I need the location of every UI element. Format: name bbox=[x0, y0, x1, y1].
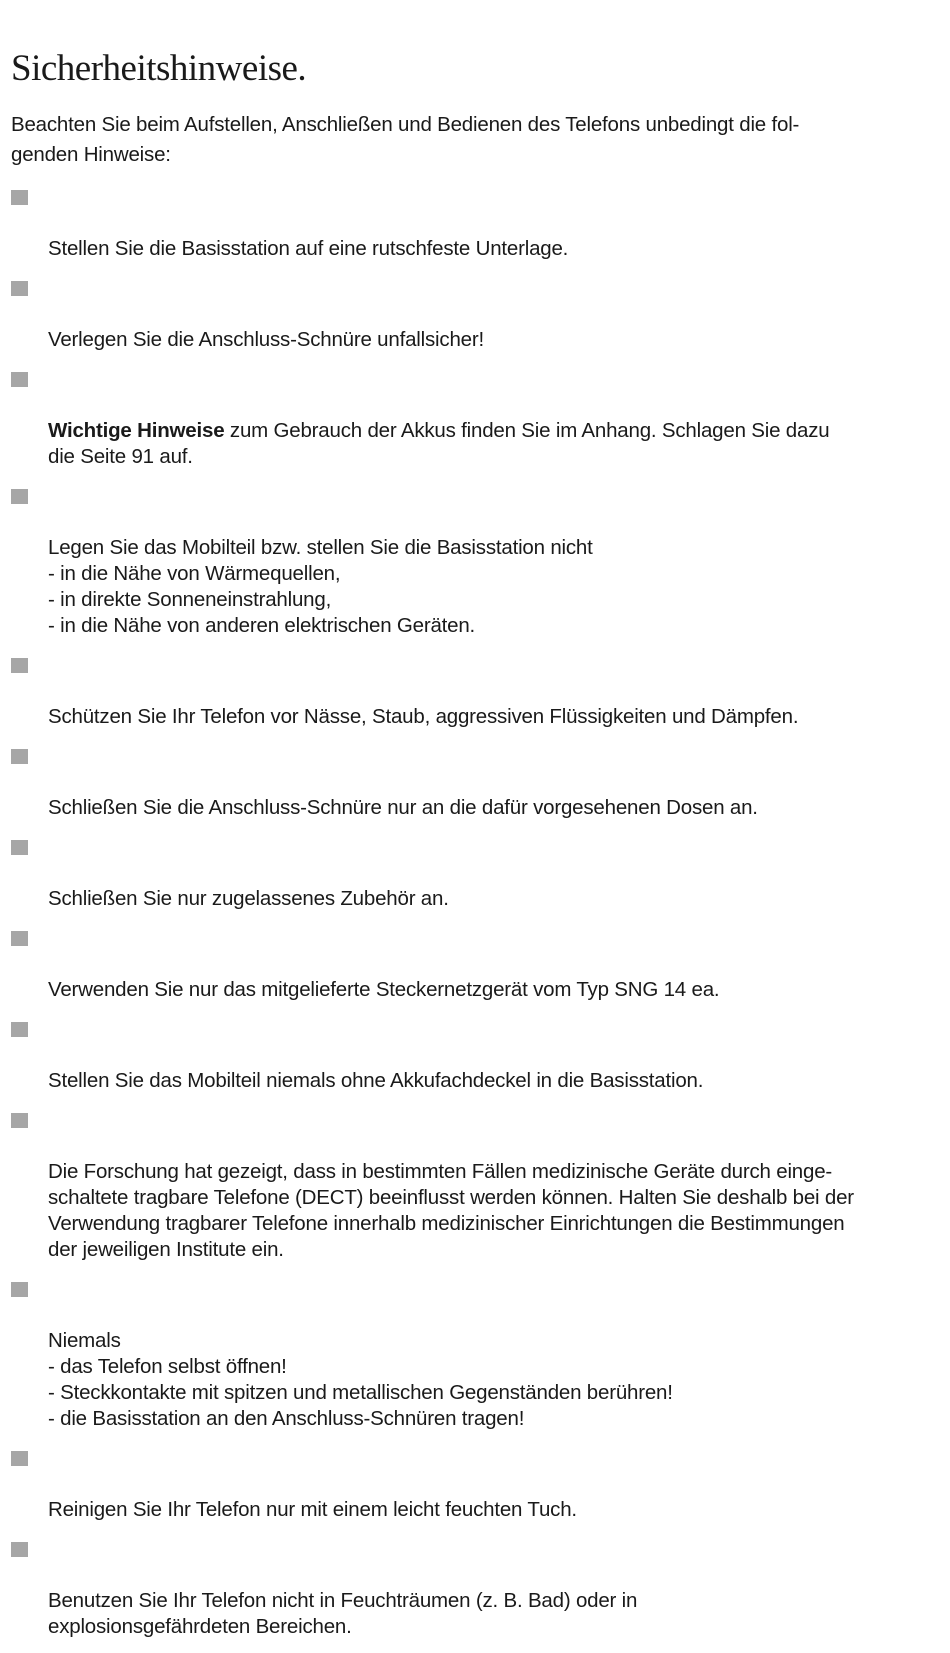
list-item bbox=[11, 184, 891, 262]
square-bullet-icon bbox=[11, 1451, 28, 1466]
square-bullet-icon bbox=[11, 1113, 28, 1128]
item-text: Verwenden Sie nur das mitgelieferte Steckernetzgerät vom Typ SNG 14 ea. bbox=[48, 978, 720, 1001]
list-item bbox=[11, 275, 891, 353]
list-item bbox=[11, 652, 891, 730]
item-text: Stellen Sie das Mobilteil niemals ohne Akkufachdeckel in die Basisstation. bbox=[48, 1069, 704, 1092]
list-item bbox=[11, 1016, 891, 1094]
square-bullet-icon bbox=[11, 1022, 28, 1037]
square-bullet-icon bbox=[11, 1542, 28, 1557]
intro-paragraph: Beachten Sie beim Aufstellen, Anschließen und Bedienen des Telefons unbedingt die fol- genden Hinweise: bbox=[11, 113, 800, 166]
item-text: Die Forschung hat gezeigt, dass in bestimmten Fällen medizinische Geräte durch einge- schaltete tragbare Telefone (DECT) beeinflusst werden können. Halten Sie deshalb bei der Verwendung tragbarer Telefone innerhalb medizinischer Einrichtungen die Bestimmungen der jeweiligen Institute ein. bbox=[48, 1160, 854, 1261]
item-lead: Wichtige Hinweise bbox=[48, 419, 225, 442]
item-text: Benutzen Sie Ihr Telefon nicht in Feuchträumen (z. B. Bad) oder in explosionsgefährdeten Bereichen. bbox=[48, 1589, 638, 1638]
list-item bbox=[11, 1445, 891, 1523]
item-text: Schließen Sie nur zugelassenes Zubehör an. bbox=[48, 887, 449, 910]
page-title: Sicherheitshinweise. bbox=[11, 48, 307, 89]
list-item bbox=[11, 1107, 891, 1263]
square-bullet-icon bbox=[11, 749, 28, 764]
list-item bbox=[11, 743, 891, 821]
list-item bbox=[11, 1536, 891, 1640]
item-text: zum Gebrauch der Akkus finden Sie im Anhang. Schlagen Sie dazu die Seite 91 auf. bbox=[48, 419, 830, 468]
square-bullet-icon bbox=[11, 489, 28, 504]
square-bullet-icon bbox=[11, 840, 28, 855]
square-bullet-icon bbox=[11, 372, 28, 387]
safety-list bbox=[11, 184, 891, 1640]
square-bullet-icon bbox=[11, 931, 28, 946]
item-text: Verlegen Sie die Anschluss-Schnüre unfallsicher! bbox=[48, 328, 484, 351]
square-bullet-icon bbox=[11, 190, 28, 205]
square-bullet-icon bbox=[11, 281, 28, 296]
list-item bbox=[11, 366, 891, 470]
item-text: Schließen Sie die Anschluss-Schnüre nur an die dafür vorgesehenen Dosen an. bbox=[48, 796, 758, 819]
item-text: Stellen Sie die Basisstation auf eine rutschfeste Unterlage. bbox=[48, 237, 569, 260]
document-page bbox=[11, 46, 891, 1653]
item-text: Schützen Sie Ihr Telefon vor Nässe, Staub, aggressiven Flüssigkeiten und Dämpfen. bbox=[48, 705, 799, 728]
item-text: Reinigen Sie Ihr Telefon nur mit einem leicht feuchten Tuch. bbox=[48, 1498, 577, 1521]
item-text: Legen Sie das Mobilteil bzw. stellen Sie die Basisstation nicht - in die Nähe von Wärmequellen, - in direkte Sonneneinstrahlung, - in die Nähe von anderen elektrischen Geräten. bbox=[48, 536, 593, 637]
list-item bbox=[11, 834, 891, 912]
list-item bbox=[11, 483, 891, 639]
list-item bbox=[11, 925, 891, 1003]
item-text: Niemals - das Telefon selbst öffnen! - Steckkontakte mit spitzen und metallischen Gegenständen berühren! - die Basisstation an den Anschluss-Schnüren tragen! bbox=[48, 1329, 673, 1430]
square-bullet-icon bbox=[11, 658, 28, 673]
square-bullet-icon bbox=[11, 1282, 28, 1297]
list-item bbox=[11, 1276, 891, 1432]
